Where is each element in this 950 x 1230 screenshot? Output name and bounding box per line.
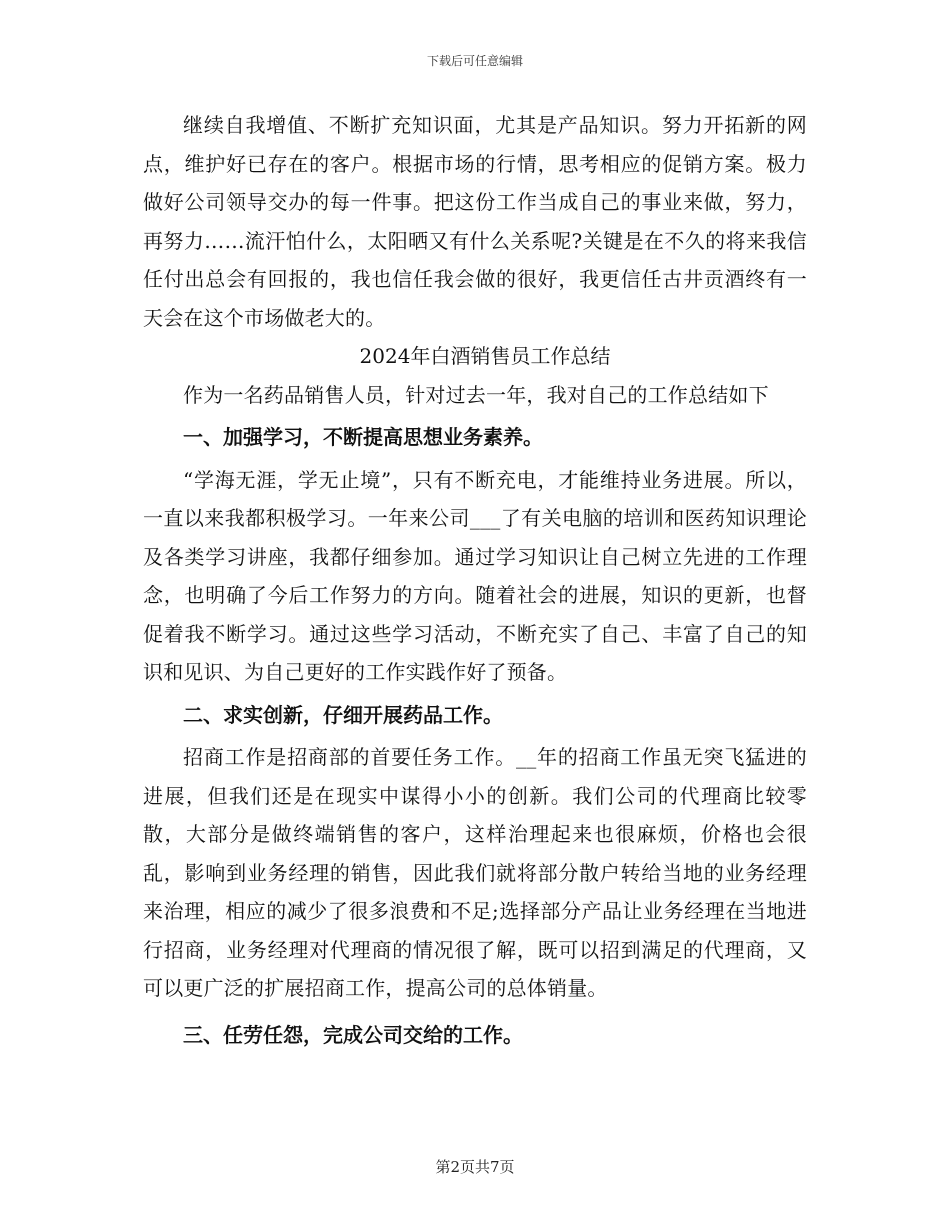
section-2-heading: 二、求实创新，仔细开展药品工作。 [183,702,503,727]
intro-paragraph: 作为一名药品销售人员，针对过去一年，我对自己的工作总结如下 [183,382,769,407]
paragraph-continuation: 继续自我增值、不断扩充知识面，尤其是产品知识。努力开拓新的网点，维护好已存在的客户。根据市场的行情，思考相应的促销方案。极力做好公司领导交办的每一件事。把这份工作当成自己的事业来做，努力，再努力……流汗怕什么，太阳晒又有什么关系呢?关键是在不久的将来我信任付出总会有回报的，我也信任我会做的很好，我更信任古井贡酒终有一天会在这个市场做老大的。 [143,113,807,330]
page-header-note: 下载后可任意编辑 [426,54,523,68]
section-2-body: 招商工作是招商部的首要任务工作。__年的招商工作虽无突飞猛进的进展，但我们还是在现实中谋得小小的创新。我们公司的代理商比较零散，大部分是做终端销售的客户，这样治理起来也很麻烦，价格也会很乱，影响到业务经理的销售，因此我们就将部分散户转给当地的业务经理来治理，相应的减少了很多浪费和不足;选择部分产品让业务经理在当地进行招商，业务经理对代理商的情况很了解，既可以招到满足的代理商，又可以更广泛的扩展招商工作，提高公司的总体销量。 [143,745,807,1000]
document-body [143,106,807,1054]
section-1-body: “学海无涯，学无止境”，只有不断充电，才能维持业务进展。所以，一直以来我都积极学习。一年来公司___了有关电脑的培训和医药知识理论及各类学习讲座，我都仔细参加。通过学习知识让自己树立先进的工作理念，也明确了今后工作努力的方向。随着社会的进展，知识的更新，也督促着我不断学习。通过这些学习活动，不断充实了自己、丰富了自己的知识和见识、为自己更好的工作实践作好了预备。 [143,467,807,684]
section-3-heading: 三、任劳任怨，完成公司交给的工作。 [183,1022,523,1047]
document-title: 2024年白酒销售员工作总结 [359,344,611,368]
page-number-footer: 第2页共7页 [435,1158,515,1176]
section-1-heading: 一、加强学习，不断提高思想业务素养。 [183,425,543,449]
